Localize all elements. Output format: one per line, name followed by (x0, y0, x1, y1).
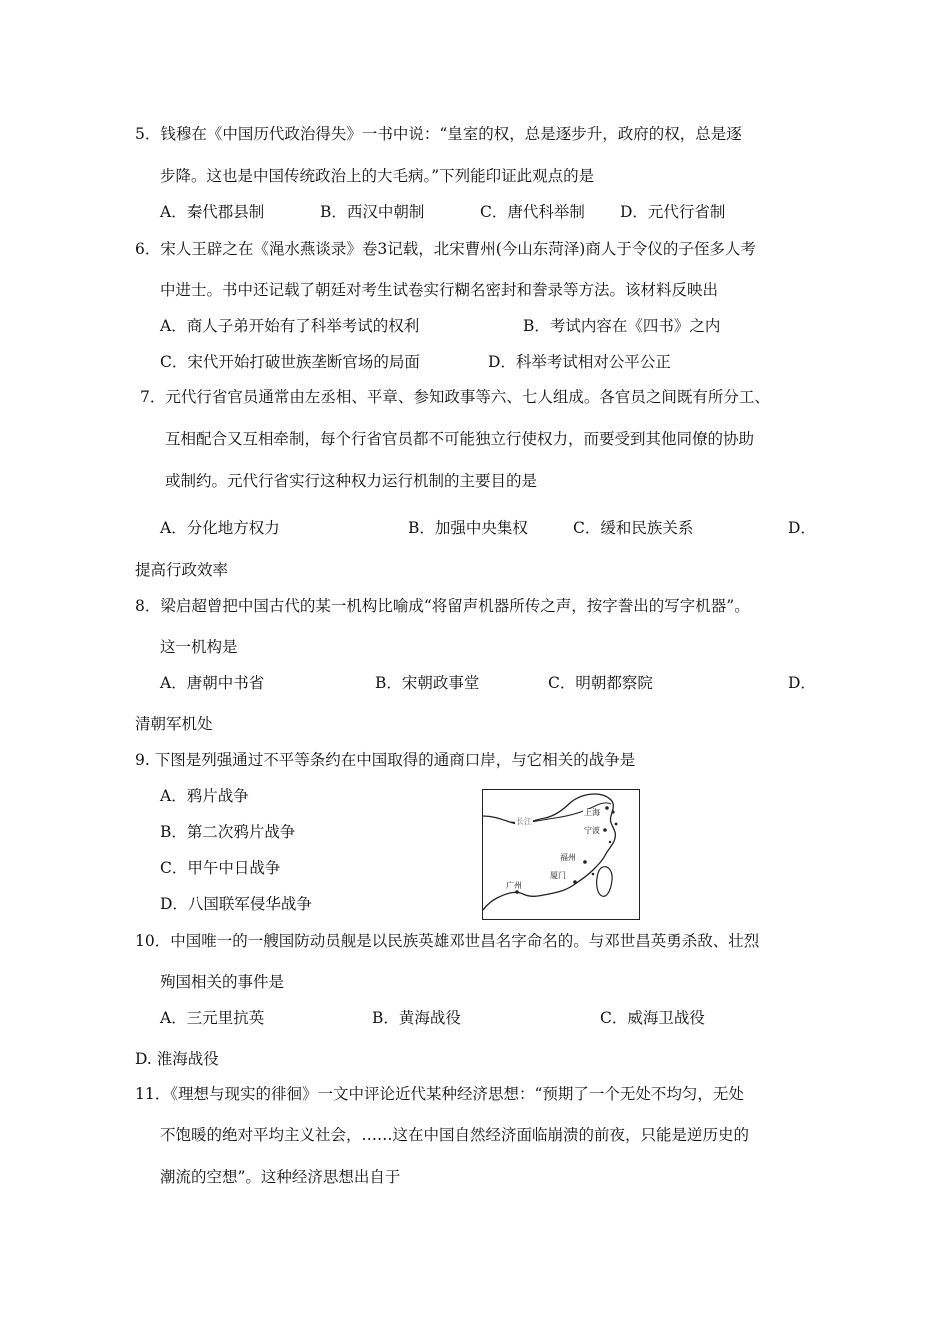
q5-option-a: A．秦代郡县制 (160, 203, 265, 221)
q9-option-d: D．八国联军侵华战争 (160, 895, 312, 913)
map-label-xiamen: 厦门 (550, 871, 566, 880)
q6-option-c: C．宋代开始打破世族垄断官场的局面 (160, 353, 420, 371)
q8-option-d-text: 清朝军机处 (135, 715, 213, 733)
treaty-ports-map (482, 789, 640, 920)
q9-option-c: C．甲午中日战争 (160, 859, 281, 877)
q7-stem-line3: 或制约。元代行省实行这种权力运行机制的主要目的是 (165, 472, 538, 490)
q8-option-c: C．明朝都察院 (548, 674, 653, 692)
q7-option-d-text: 提高行政效率 (135, 561, 229, 579)
q6-stem-line2: 中进士。书中还记载了朝廷对考生试卷实行糊名密封和誊录等方法。该材料反映出 (160, 281, 719, 299)
q7-stem-line2: 互相配合又互相牵制，每个行省官员都不可能独立行使权力，而要受到其他同僚的协助 (165, 430, 755, 448)
q11-stem-line3: 潮流的空想”。这种经济思想出自于 (160, 1168, 401, 1186)
map-label-fuzhou: 福州 (560, 853, 576, 862)
map-label-guangzhou: 广州 (506, 881, 522, 890)
q11-stem-line1: 11．《理想与现实的徘徊》一文中评论近代某种经济思想：“预期了一个无处不均匀，无处 (135, 1085, 744, 1103)
map-label-ningbo: 宁波 (584, 826, 600, 835)
q10-stem-line2: 殉国相关的事件是 (160, 973, 285, 991)
q10-option-a: A．三元里抗英 (160, 1009, 265, 1027)
q5-option-d: D．元代行省制 (620, 203, 726, 221)
q10-option-c: C．威海卫战役 (600, 1009, 705, 1027)
q10-option-d: D. 淮海战役 (135, 1050, 219, 1068)
q5-option-c: C．唐代科举制 (480, 203, 585, 221)
q6-stem-line1: 6．宋人王辟之在《渑水燕谈录》卷3记载，北宋曹州(今山东菏泽)商人于令仪的子侄多人考 (135, 240, 756, 258)
map-label-smudged: 长江 (516, 817, 532, 826)
q7-option-a: A．分化地方权力 (160, 519, 280, 537)
q7-option-d-label: D． (788, 519, 816, 537)
q6-option-d: D．科举考试相对公平公正 (488, 353, 671, 371)
q9-option-a: A．鸦片战争 (160, 787, 249, 805)
q10-stem-line1: 10．中国唯一的一艘国防动员舰是以民族英雄邓世昌名字命名的。与邓世昌英勇杀敌、壮烈 (135, 932, 760, 950)
q8-option-b: B．宋朝政事堂 (375, 674, 480, 692)
q9-stem: 9. 下图是列强通过不平等条约在中国取得的通商口岸，与它相关的战争是 (135, 751, 636, 769)
q6-option-b: B．考试内容在《四书》之内 (523, 317, 721, 335)
q8-stem-line1: 8．梁启超曾把中国古代的某一机构比喻成“将留声机器所传之声，按字誊出的写字机器”。 (135, 597, 750, 615)
q7-option-c: C．缓和民族关系 (573, 519, 694, 537)
q7-stem-line1: 7．元代行省官员通常由左丞相、平章、参知政事等六、七人组成。各官员之间既有所分工、 (140, 388, 770, 406)
q5-option-b: B．西汉中朝制 (320, 203, 425, 221)
q8-stem-line2: 这一机构是 (160, 638, 238, 656)
q9-option-b: B．第二次鸦片战争 (160, 823, 296, 841)
q8-option-a: A．唐朝中书省 (160, 674, 265, 692)
q7-option-b: B．加强中央集权 (408, 519, 528, 537)
q6-option-a: A．商人子弟开始有了科举考试的权利 (160, 317, 420, 335)
map-label-shanghai: 上海 (584, 808, 600, 817)
q8-option-d-label: D． (788, 674, 816, 692)
q10-option-b: B．黄海战役 (372, 1009, 461, 1027)
q5-stem-line2: 步降。这也是中国传统政治上的大毛病。”下列能印证此观点的是 (160, 167, 595, 185)
q11-stem-line2: 不饱暖的绝对平均主义社会，……这在中国自然经济面临崩溃的前夜，只能是逆历史的 (160, 1126, 750, 1144)
q5-stem-line1: 5．钱穆在《中国历代政治得失》一书中说：“皇室的权，总是逐步升，政府的权，总是逐 (135, 125, 742, 143)
